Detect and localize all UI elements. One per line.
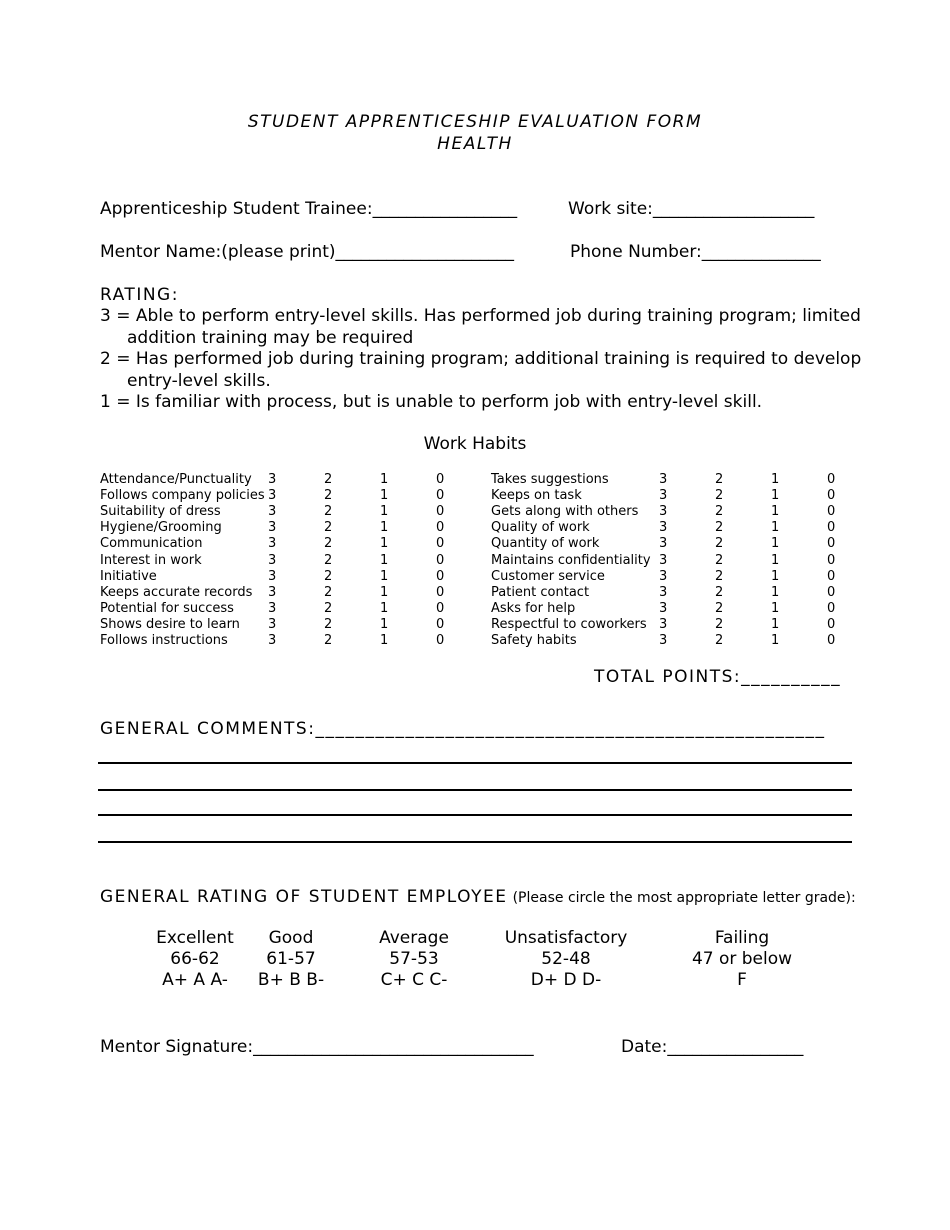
score-option[interactable]: 2 (715, 472, 724, 487)
habit-row-right (0, 553, 950, 569)
grade-name: Failing (714, 928, 770, 948)
worksite-field[interactable]: Work site:___________________ (568, 199, 815, 219)
score-option[interactable]: 2 (715, 633, 724, 648)
score-option[interactable]: 2 (324, 584, 333, 600)
score-option[interactable]: 2 (324, 472, 333, 487)
score-option[interactable]: 3 (268, 520, 277, 536)
score-option[interactable]: 0 (436, 633, 445, 648)
score-option[interactable]: 2 (715, 600, 724, 616)
score-option[interactable]: 0 (827, 488, 836, 504)
comment-line[interactable] (98, 762, 852, 764)
score-option[interactable]: 2 (715, 552, 724, 568)
habit-label: Communication (100, 536, 203, 552)
score-option[interactable]: 1 (771, 552, 780, 568)
score-option[interactable]: 3 (268, 504, 277, 520)
comment-line[interactable] (98, 841, 852, 843)
grade-name: Unsatisfactory (504, 928, 628, 948)
score-option[interactable]: 1 (380, 536, 389, 552)
habit-label: Customer service (491, 568, 605, 584)
habit-row-right (0, 569, 950, 585)
general-comments-field[interactable]: GENERAL COMMENTS:___________________________________________________ (100, 719, 826, 739)
score-option[interactable]: 0 (827, 600, 836, 616)
habit-label: Respectful to coworkers (491, 616, 647, 632)
grade-range: 52-48 (541, 949, 591, 969)
form-subtitle: HEALTH (437, 134, 513, 154)
trainee-field[interactable]: Apprenticeship Student Trainee:_________________ (100, 199, 518, 219)
score-option[interactable]: 3 (268, 568, 277, 584)
score-option[interactable]: 2 (715, 504, 724, 520)
habit-label: Quality of work (491, 520, 590, 536)
mentor-signature-field[interactable]: Mentor Signature:_________________________________ (100, 1037, 534, 1057)
score-option[interactable]: 0 (436, 568, 445, 584)
score-option[interactable]: 3 (659, 616, 668, 632)
score-option[interactable]: 0 (827, 536, 836, 552)
grade-letters: D+ D D- (530, 970, 602, 990)
score-option[interactable]: 1 (771, 536, 780, 552)
score-option[interactable]: 3 (659, 520, 668, 536)
mentor-name-field[interactable]: Mentor Name:(please print)_____________________ (100, 242, 515, 262)
score-option[interactable]: 1 (380, 633, 389, 648)
score-option[interactable]: 1 (771, 472, 780, 487)
score-option[interactable]: 0 (436, 472, 445, 487)
form-title: STUDENT APPRENTICESHIP EVALUATION FORM (247, 112, 703, 132)
score-option[interactable]: 1 (771, 520, 780, 536)
habit-row-right (0, 536, 950, 552)
grade-range: 66-62 (170, 949, 220, 969)
score-option[interactable]: 0 (436, 584, 445, 600)
score-option[interactable]: 2 (715, 568, 724, 584)
habit-row-right (0, 617, 950, 633)
score-option[interactable]: 0 (436, 536, 445, 552)
score-option[interactable]: 0 (827, 633, 836, 648)
habit-label: Asks for help (491, 600, 576, 616)
score-option[interactable]: 2 (324, 616, 333, 632)
general-rating-heading (100, 887, 856, 907)
habit-row-right (0, 585, 950, 601)
grade-range: 57-53 (389, 949, 439, 969)
grade-letters: B+ B B- (257, 970, 325, 990)
habit-label: Quantity of work (491, 536, 600, 552)
habit-row-right (0, 504, 950, 520)
score-option[interactable]: 2 (324, 520, 333, 536)
score-option[interactable]: 0 (827, 616, 836, 632)
general-rating-note: (Please circle the most appropriate letter grade): (512, 890, 856, 906)
score-option[interactable]: 2 (715, 536, 724, 552)
habit-label: Hygiene/Grooming (100, 520, 222, 536)
grade-column[interactable] (662, 928, 822, 991)
score-option[interactable]: 3 (659, 536, 668, 552)
rating-1-text: 1 = Is familiar with process, but is unable to perform job with entry-level skill. (100, 392, 763, 412)
score-option[interactable]: 3 (268, 552, 277, 568)
habit-label: Attendance/Punctuality (100, 472, 252, 487)
score-option[interactable]: 1 (380, 616, 389, 632)
score-option[interactable]: 0 (827, 472, 836, 487)
grade-column[interactable] (486, 928, 646, 991)
score-option[interactable]: 3 (659, 504, 668, 520)
score-option[interactable]: 3 (268, 536, 277, 552)
score-option[interactable]: 0 (827, 552, 836, 568)
score-option[interactable]: 1 (771, 600, 780, 616)
score-option[interactable]: 3 (268, 616, 277, 632)
score-option[interactable]: 3 (268, 633, 277, 648)
score-option[interactable]: 1 (771, 616, 780, 632)
habit-label: Keeps on task (491, 488, 582, 504)
habit-row-right (0, 633, 950, 649)
score-option[interactable]: 1 (380, 552, 389, 568)
phone-field[interactable]: Phone Number:______________ (570, 242, 821, 262)
score-option[interactable]: 2 (324, 600, 333, 616)
score-option[interactable]: 0 (827, 504, 836, 520)
grade-range: 47 or below (691, 949, 793, 969)
score-option[interactable]: 2 (715, 520, 724, 536)
general-rating-label: GENERAL RATING OF STUDENT EMPLOYEE (100, 887, 508, 907)
score-option[interactable]: 3 (659, 488, 668, 504)
score-option[interactable]: 2 (324, 536, 333, 552)
rating-heading: RATING: (100, 285, 179, 305)
score-option[interactable]: 1 (380, 488, 389, 504)
score-option[interactable]: 3 (659, 584, 668, 600)
score-option[interactable]: 3 (659, 600, 668, 616)
score-option[interactable]: 2 (715, 488, 724, 504)
comment-line[interactable] (98, 814, 852, 816)
score-option[interactable]: 2 (715, 584, 724, 600)
habit-label: Potential for success (100, 600, 234, 616)
date-field[interactable]: Date:________________ (621, 1037, 804, 1057)
score-option[interactable]: 1 (771, 504, 780, 520)
score-option[interactable]: 3 (659, 472, 668, 487)
score-option[interactable]: 1 (380, 520, 389, 536)
habit-label: Patient contact (491, 584, 590, 600)
habit-label: Follows company policies (100, 488, 265, 504)
score-option[interactable]: 1 (771, 584, 780, 600)
score-option[interactable]: 1 (771, 633, 780, 648)
work-habits-heading: Work Habits (423, 434, 527, 454)
score-option[interactable]: 1 (380, 584, 389, 600)
score-option[interactable]: 2 (324, 504, 333, 520)
score-option[interactable]: 2 (324, 488, 333, 504)
score-option[interactable]: 1 (380, 472, 389, 487)
habit-label: Gets along with others (491, 504, 639, 520)
habit-row-right (0, 488, 950, 504)
habit-label: Takes suggestions (491, 472, 609, 487)
comment-line[interactable] (98, 789, 852, 791)
score-option[interactable]: 0 (436, 520, 445, 536)
grade-name: Good (268, 928, 314, 948)
total-points-field[interactable]: TOTAL POINTS:__________ (594, 667, 842, 687)
grade-name: Excellent (156, 928, 234, 948)
score-option[interactable]: 2 (715, 616, 724, 632)
score-option[interactable]: 1 (771, 568, 780, 584)
grade-range: 61-57 (266, 949, 316, 969)
score-option[interactable]: 3 (268, 488, 277, 504)
habit-row-right (0, 472, 950, 488)
score-option[interactable]: 0 (827, 584, 836, 600)
score-option[interactable]: 1 (380, 504, 389, 520)
habit-row-right (0, 601, 950, 617)
habit-label: Interest in work (100, 552, 202, 568)
grade-letters: F (737, 970, 747, 990)
score-option[interactable]: 2 (324, 568, 333, 584)
rating-3-text: 3 = Able to perform entry-level skills. Has performed job during training program; limited addition training may be required (100, 306, 861, 348)
score-option[interactable]: 0 (436, 600, 445, 616)
score-option[interactable]: 1 (380, 568, 389, 584)
rating-2-text: 2 = Has performed job during training program; additional training is required to develop entry-level skills. (100, 349, 862, 391)
score-option[interactable]: 0 (827, 568, 836, 584)
score-option[interactable]: 2 (324, 633, 333, 648)
score-option[interactable]: 0 (827, 520, 836, 536)
score-option[interactable]: 3 (659, 568, 668, 584)
habit-label: Keeps accurate records (100, 584, 253, 600)
score-option[interactable]: 0 (436, 488, 445, 504)
score-option[interactable]: 3 (268, 584, 277, 600)
habit-label: Safety habits (491, 633, 577, 648)
score-option[interactable]: 3 (268, 472, 277, 487)
grade-letters: A+ A A- (162, 970, 228, 990)
grade-column[interactable] (334, 928, 494, 991)
score-option[interactable]: 1 (380, 600, 389, 616)
score-option[interactable]: 0 (436, 552, 445, 568)
habit-label: Initiative (100, 568, 157, 584)
habit-label: Follows instructions (100, 633, 228, 648)
score-option[interactable]: 1 (771, 488, 780, 504)
score-option[interactable]: 3 (659, 552, 668, 568)
grade-name: Average (379, 928, 449, 948)
score-option[interactable]: 0 (436, 504, 445, 520)
score-option[interactable]: 3 (268, 600, 277, 616)
habit-label: Maintains confidentiality (491, 552, 651, 568)
score-option[interactable]: 2 (324, 552, 333, 568)
habit-row-right (0, 520, 950, 536)
habit-label: Shows desire to learn (100, 616, 240, 632)
score-option[interactable]: 3 (659, 633, 668, 648)
grade-letters: C+ C C- (380, 970, 448, 990)
habit-label: Suitability of dress (100, 504, 221, 520)
score-option[interactable]: 0 (436, 616, 445, 632)
